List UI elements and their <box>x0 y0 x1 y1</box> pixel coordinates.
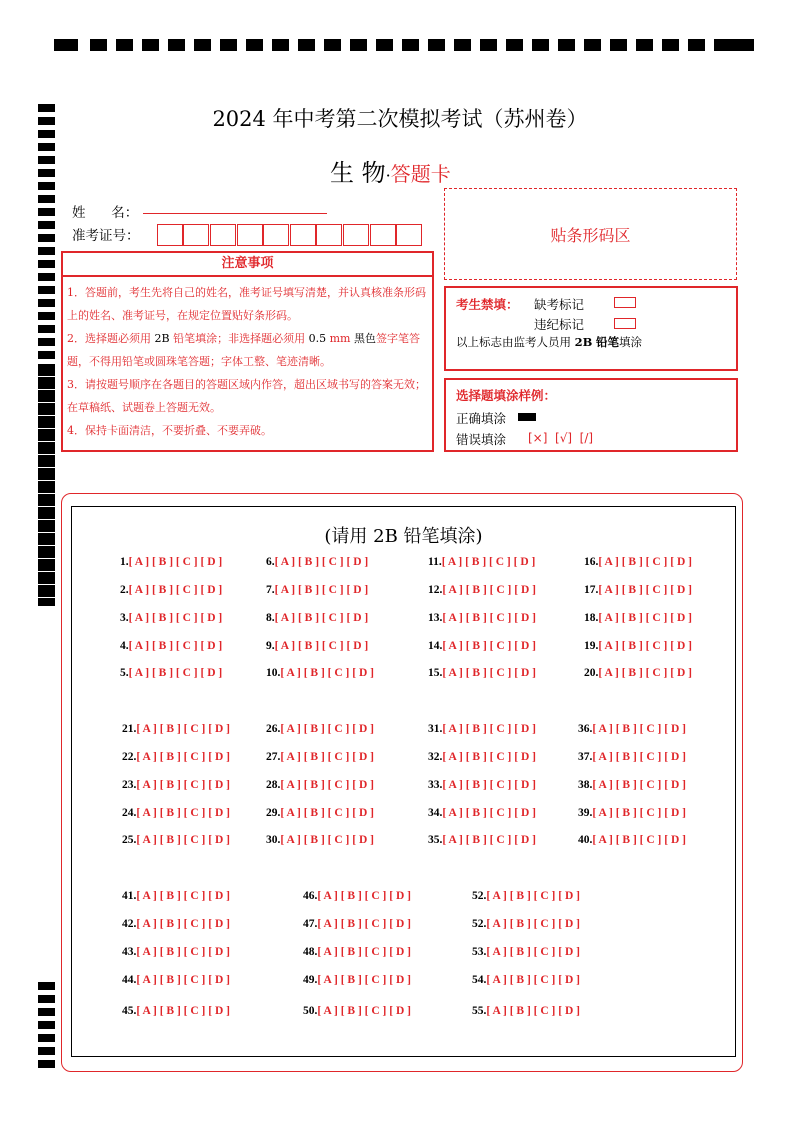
answer-options[interactable]: [ A ] [ B ] [ C ] [ D ] <box>598 667 692 679</box>
question-number: 6. <box>266 556 275 568</box>
question-number: 48. <box>303 946 318 958</box>
question-number: 4. <box>120 640 129 652</box>
answer-options[interactable]: [ A ] [ B ] [ C ] [ D ] <box>598 556 692 568</box>
answer-options[interactable]: [ A ] [ B ] [ C ] [ D ] <box>280 807 374 819</box>
question-number: 3. <box>120 612 129 624</box>
answer-options[interactable]: [ A ] [ B ] [ C ] [ D ] <box>592 723 686 735</box>
question-number: 52. <box>472 890 487 902</box>
answer-options[interactable]: [ A ] [ B ] [ C ] [ D ] <box>442 779 536 791</box>
answer-options[interactable]: [ A ] [ B ] [ C ] [ D ] <box>280 723 374 735</box>
question-number: 11. <box>428 556 442 568</box>
answer-options[interactable]: [ A ] [ B ] [ C ] [ D ] <box>442 612 536 624</box>
question-29[interactable] <box>266 807 374 819</box>
answer-options[interactable]: [ A ] [ B ] [ C ] [ D ] <box>317 918 411 930</box>
answer-options[interactable]: [ A ] [ B ] [ C ] [ D ] <box>274 556 369 568</box>
question-27[interactable] <box>266 751 374 763</box>
answer-options[interactable]: [ A ] [ B ] [ C ] [ D ] <box>280 834 374 846</box>
answer-options[interactable]: [ A ] [ B ] [ C ] [ D ] <box>442 723 536 735</box>
question-number: 26. <box>266 723 281 735</box>
violation-label: 违纪标记 <box>534 317 585 332</box>
question-54[interactable] <box>472 974 580 986</box>
question-number: 15. <box>428 667 443 679</box>
question-2[interactable] <box>120 584 222 596</box>
question-15[interactable] <box>428 667 536 679</box>
question-46[interactable] <box>303 890 411 902</box>
examiner-note: 以上标志由监考人员用 2B 铅笔填涂 <box>456 335 643 349</box>
question-number: 47. <box>303 918 318 930</box>
barcode-label: 贴条形码区 <box>550 225 631 245</box>
wrong-fill-label: 错误填涂 <box>456 432 507 447</box>
question-48[interactable] <box>303 946 411 958</box>
subject-heading <box>330 153 451 188</box>
question-41[interactable] <box>122 890 230 902</box>
question-number: 28. <box>266 779 281 791</box>
examiner-only-box <box>444 286 738 371</box>
answer-options[interactable]: [ A ] [ B ] [ C ] [ D ] <box>274 640 369 652</box>
notice-box <box>61 251 434 452</box>
question-number: 40. <box>578 834 593 846</box>
question-1[interactable] <box>120 556 222 568</box>
answer-options[interactable]: [ A ] [ B ] [ C ] [ D ] <box>592 779 686 791</box>
question-number: 5. <box>120 667 129 679</box>
answer-options[interactable]: [ A ] [ B ] [ C ] [ D ] <box>442 640 536 652</box>
barcode-area <box>444 188 737 280</box>
question-7[interactable] <box>266 584 368 596</box>
question-number: 23. <box>122 779 137 791</box>
answer-options[interactable]: [ A ] [ B ] [ C ] [ D ] <box>136 807 230 819</box>
question-number: 41. <box>122 890 137 902</box>
notice-item: 3．请按题号顺序在各题目的答题区域内作答，超出区域书写的答案无效；在草稿纸、试题卷上答题无效。 <box>67 378 426 414</box>
question-10[interactable] <box>266 667 374 679</box>
answer-options[interactable]: [ A ] [ B ] [ C ] [ D ] <box>128 640 223 652</box>
question-number: 9. <box>266 640 275 652</box>
question-number: 38. <box>578 779 593 791</box>
answer-options[interactable]: [ A ] [ B ] [ C ] [ D ] <box>486 890 580 902</box>
answer-options[interactable]: [ A ] [ B ] [ C ] [ D ] <box>136 834 230 846</box>
question-number: 39. <box>578 807 593 819</box>
id-label: 准考证号： <box>72 228 140 244</box>
question-number: 18. <box>584 612 599 624</box>
question-number: 52. <box>472 918 487 930</box>
question-4[interactable] <box>120 640 222 652</box>
answer-options[interactable]: [ A ] [ B ] [ C ] [ D ] <box>274 584 369 596</box>
question-22[interactable] <box>122 751 230 763</box>
sample-title: 选择题填涂样例： <box>456 388 557 403</box>
forbidden-label: 考生禁填： <box>456 297 519 312</box>
notice-list <box>67 281 429 442</box>
question-number: 14. <box>428 640 443 652</box>
question-number: 55. <box>472 1005 487 1017</box>
question-number: 29. <box>266 807 281 819</box>
answer-options[interactable]: [ A ] [ B ] [ C ] [ D ] <box>442 834 536 846</box>
answer-options[interactable]: [ A ] [ B ] [ C ] [ D ] <box>486 1005 580 1017</box>
question-number: 17. <box>584 584 599 596</box>
question-36[interactable] <box>578 723 686 735</box>
question-43[interactable] <box>122 946 230 958</box>
answer-options[interactable]: [ A ] [ B ] [ C ] [ D ] <box>136 890 230 902</box>
question-number: 44. <box>122 974 137 986</box>
answer-options[interactable]: [ A ] [ B ] [ C ] [ D ] <box>317 974 411 986</box>
question-number: 37. <box>578 751 593 763</box>
subject-dot: · <box>385 166 391 185</box>
subject-name: 生 物 <box>330 159 386 187</box>
question-number: 42. <box>122 918 137 930</box>
exam-title: 2024 年中考第二次模拟考试（苏州卷） <box>212 107 588 131</box>
answer-options[interactable]: [ A ] [ B ] [ C ] [ D ] <box>486 946 580 958</box>
question-number: 25. <box>122 834 137 846</box>
question-12[interactable] <box>428 584 536 596</box>
answer-options[interactable]: [ A ] [ B ] [ C ] [ D ] <box>441 556 536 568</box>
question-number: 50. <box>303 1005 318 1017</box>
question-26[interactable] <box>266 723 374 735</box>
answer-options[interactable]: [ A ] [ B ] [ C ] [ D ] <box>136 751 230 763</box>
question-31[interactable] <box>428 723 536 735</box>
question-number: 21. <box>122 723 137 735</box>
name-label: 姓 名： <box>72 205 139 221</box>
question-number: 30. <box>266 834 281 846</box>
question-number: 24. <box>122 807 137 819</box>
answer-options[interactable]: [ A ] [ B ] [ C ] [ D ] <box>592 807 686 819</box>
question-30[interactable] <box>266 834 374 846</box>
question-24[interactable] <box>122 807 230 819</box>
notice-item: 4．保持卡面清洁，不要折叠、不要弄破。 <box>67 424 272 437</box>
answer-options[interactable]: [ A ] [ B ] [ C ] [ D ] <box>280 667 374 679</box>
question-number: 36. <box>578 723 593 735</box>
absent-mark-box[interactable] <box>614 297 636 308</box>
question-number: 13. <box>428 612 443 624</box>
answer-options[interactable]: [ A ] [ B ] [ C ] [ D ] <box>136 723 230 735</box>
question-39[interactable] <box>578 807 686 819</box>
question-45[interactable] <box>122 1005 230 1017</box>
answer-options[interactable]: [ A ] [ B ] [ C ] [ D ] <box>136 946 230 958</box>
answer-options[interactable]: [ A ] [ B ] [ C ] [ D ] <box>136 974 230 986</box>
answer-options[interactable]: [ A ] [ B ] [ C ] [ D ] <box>598 612 692 624</box>
question-6[interactable] <box>266 556 368 568</box>
answer-options[interactable]: [ A ] [ B ] [ C ] [ D ] <box>136 779 230 791</box>
question-47[interactable] <box>303 918 411 930</box>
question-19[interactable] <box>584 640 692 652</box>
question-32[interactable] <box>428 751 536 763</box>
question-number: 16. <box>584 556 599 568</box>
question-number: 19. <box>584 640 599 652</box>
question-13[interactable] <box>428 612 536 624</box>
answer-options[interactable]: [ A ] [ B ] [ C ] [ D ] <box>598 584 692 596</box>
question-40[interactable] <box>578 834 686 846</box>
correct-fill-sample <box>518 413 536 421</box>
question-number: 27. <box>266 751 281 763</box>
question-number: 46. <box>303 890 318 902</box>
question-9[interactable] <box>266 640 368 652</box>
question-18[interactable] <box>584 612 692 624</box>
question-number: 34. <box>428 807 443 819</box>
answer-options[interactable]: [ A ] [ B ] [ C ] [ D ] <box>598 640 692 652</box>
answer-options[interactable]: [ A ] [ B ] [ C ] [ D ] <box>128 612 223 624</box>
question-number: 20. <box>584 667 599 679</box>
question-number: 12. <box>428 584 443 596</box>
answer-options[interactable]: [ A ] [ B ] [ C ] [ D ] <box>442 584 536 596</box>
answer-options[interactable]: [ A ] [ B ] [ C ] [ D ] <box>486 974 580 986</box>
question-42[interactable] <box>122 918 230 930</box>
answer-options[interactable]: [ A ] [ B ] [ C ] [ D ] <box>442 807 536 819</box>
question-number: 32. <box>428 751 443 763</box>
question-20[interactable] <box>584 667 692 679</box>
question-number: 1. <box>120 556 129 568</box>
question-37[interactable] <box>578 751 686 763</box>
question-35[interactable] <box>428 834 536 846</box>
question-55[interactable] <box>472 1005 580 1017</box>
notice-heading: 注意事项 <box>63 253 432 277</box>
question-number: 2. <box>120 584 129 596</box>
answer-options[interactable]: [ A ] [ B ] [ C ] [ D ] <box>128 584 223 596</box>
question-number: 45. <box>122 1005 137 1017</box>
question-number: 53. <box>472 946 487 958</box>
question-number: 31. <box>428 723 443 735</box>
question-25[interactable] <box>122 834 230 846</box>
question-3[interactable] <box>120 612 222 624</box>
question-8[interactable] <box>266 612 368 624</box>
answer-options[interactable]: [ A ] [ B ] [ C ] [ D ] <box>592 751 686 763</box>
question-51[interactable] <box>472 890 580 902</box>
answer-options[interactable]: [ A ] [ B ] [ C ] [ D ] <box>486 918 580 930</box>
answer-options[interactable]: [ A ] [ B ] [ C ] [ D ] <box>136 1005 230 1017</box>
answer-options[interactable]: [ A ] [ B ] [ C ] [ D ] <box>136 918 230 930</box>
question-44[interactable] <box>122 974 230 986</box>
fill-sample-box <box>444 378 738 452</box>
correct-fill-label: 正确填涂 <box>456 411 507 426</box>
answer-options[interactable]: [ A ] [ B ] [ C ] [ D ] <box>280 779 374 791</box>
question-34[interactable] <box>428 807 536 819</box>
question-17[interactable] <box>584 584 692 596</box>
question-50[interactable] <box>303 1005 411 1017</box>
card-label: 答题卡 <box>390 162 451 186</box>
answer-options[interactable]: [ A ] [ B ] [ C ] [ D ] <box>442 751 536 763</box>
question-number: 54. <box>472 974 487 986</box>
absent-label: 缺考标记 <box>534 297 585 312</box>
question-14[interactable] <box>428 640 536 652</box>
question-number: 33. <box>428 779 443 791</box>
question-21[interactable] <box>122 723 230 735</box>
answer-options[interactable]: [ A ] [ B ] [ C ] [ D ] <box>128 556 223 568</box>
question-38[interactable] <box>578 779 686 791</box>
question-49[interactable] <box>303 974 411 986</box>
notice-item: 1．答题前，考生先将自己的姓名，准考证号填写清楚，并认真核准条形码上的姓名、准考证号，在规定位置贴好条形码。 <box>67 286 426 322</box>
name-field[interactable] <box>143 213 327 214</box>
question-52[interactable] <box>472 918 580 930</box>
question-number: 8. <box>266 612 275 624</box>
question-number: 49. <box>303 974 318 986</box>
question-number: 43. <box>122 946 137 958</box>
question-16[interactable] <box>584 556 692 568</box>
wrong-fill-samples: [×] [√] [/] <box>528 431 594 445</box>
question-53[interactable] <box>472 946 580 958</box>
question-number: 35. <box>428 834 443 846</box>
answer-options[interactable]: [ A ] [ B ] [ C ] [ D ] <box>442 667 536 679</box>
question-number: 7. <box>266 584 275 596</box>
question-number: 22. <box>122 751 137 763</box>
answer-instructions: (请用 2B 铅笔填涂) <box>324 526 483 547</box>
question-number: 10. <box>266 667 281 679</box>
question-23[interactable] <box>122 779 230 791</box>
answer-options[interactable]: [ A ] [ B ] [ C ] [ D ] <box>592 834 686 846</box>
notice-item: 2．选择题必须用 2B 铅笔填涂；非选择题必须用 0.5 mm 黑色签字笔答题，不得用铅笔或圆珠笔答题；字体工整、笔迹清晰。 <box>67 332 420 368</box>
question-33[interactable] <box>428 779 536 791</box>
answer-options[interactable]: [ A ] [ B ] [ C ] [ D ] <box>317 1005 411 1017</box>
violation-mark-box[interactable] <box>614 318 636 329</box>
answer-options[interactable]: [ A ] [ B ] [ C ] [ D ] <box>280 751 374 763</box>
answer-options[interactable]: [ A ] [ B ] [ C ] [ D ] <box>317 890 411 902</box>
answer-options[interactable]: [ A ] [ B ] [ C ] [ D ] <box>274 612 369 624</box>
question-5[interactable] <box>120 667 222 679</box>
answer-options[interactable]: [ A ] [ B ] [ C ] [ D ] <box>317 946 411 958</box>
answer-options[interactable]: [ A ] [ B ] [ C ] [ D ] <box>128 667 223 679</box>
question-11[interactable] <box>428 556 535 568</box>
question-28[interactable] <box>266 779 374 791</box>
